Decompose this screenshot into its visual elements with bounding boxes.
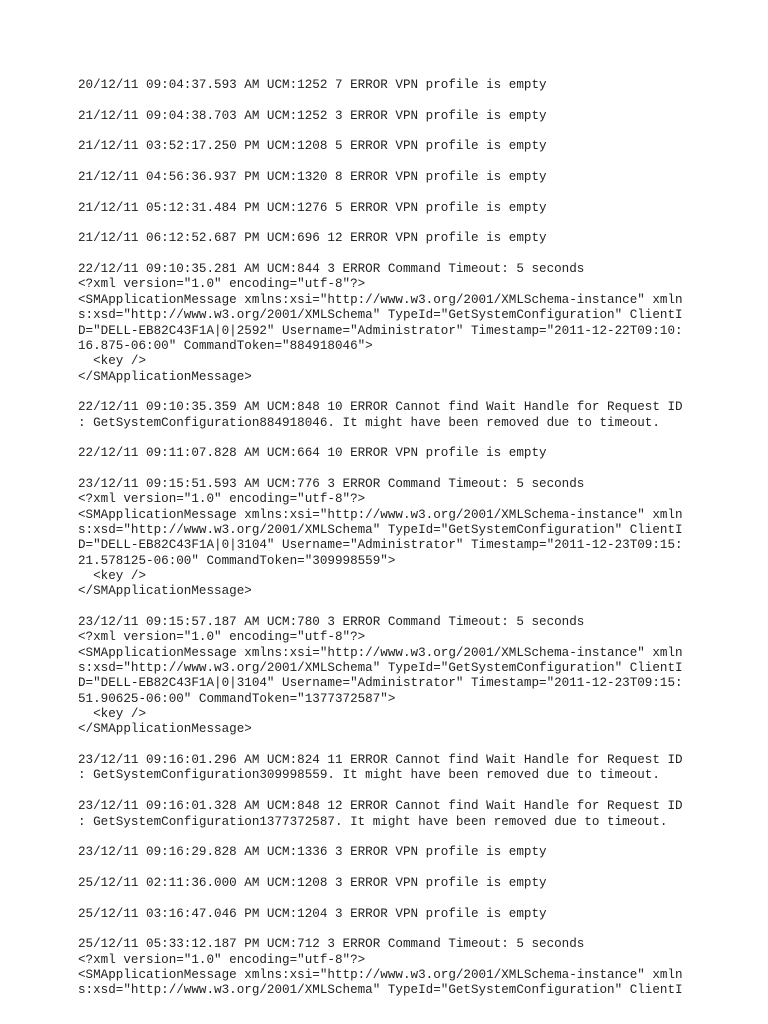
log-line: D="DELL-EB82C43F1A|0|3104" Username="Administrator" Timestamp="2011-12-23T09:15: — [78, 676, 683, 691]
log-line: 21/12/11 06:12:52.687 PM UCM:696 12 ERROR VPN profile is empty — [78, 231, 547, 246]
log-line: <SMApplicationMessage xmlns:xsi="http://www.w3.org/2001/XMLSchema-instance" xmln — [78, 645, 683, 660]
log-entry — [78, 109, 758, 124]
log-line: <SMApplicationMessage xmlns:xsi="http://www.w3.org/2001/XMLSchema-instance" xmln — [78, 507, 683, 522]
log-line: <SMApplicationMessage xmlns:xsi="http://www.w3.org/2001/XMLSchema-instance" xmln — [78, 292, 683, 307]
log-line: 25/12/11 02:11:36.000 AM UCM:1208 3 ERROR VPN profile is empty — [78, 875, 547, 890]
log-line: s:xsd="http://www.w3.org/2001/XMLSchema" TypeId="GetSystemConfiguration" ClientI — [78, 661, 683, 676]
log-document — [78, 78, 758, 1014]
log-line: <?xml version="1.0" encoding="utf-8"?> — [78, 492, 366, 507]
log-entry — [78, 907, 758, 922]
log-line: 25/12/11 05:33:12.187 PM UCM:712 3 ERROR Command Timeout: 5 seconds — [78, 937, 585, 952]
log-line: </SMApplicationMessage> — [78, 584, 252, 599]
log-entry — [78, 799, 758, 830]
log-entry — [78, 231, 758, 246]
log-line: <key /> — [78, 569, 147, 583]
log-line: 22/12/11 09:10:35.359 AM UCM:848 10 ERROR Cannot find Wait Handle for Request ID — [78, 400, 683, 415]
log-line: 21/12/11 03:52:17.250 PM UCM:1208 5 ERROR VPN profile is empty — [78, 139, 547, 154]
log-entry — [78, 170, 758, 185]
log-line: D="DELL-EB82C43F1A|0|2592" Username="Administrator" Timestamp="2011-12-22T09:10: — [78, 323, 683, 338]
log-entry — [78, 615, 758, 738]
log-entry — [78, 876, 758, 891]
log-line: 23/12/11 09:15:57.187 AM UCM:780 3 ERROR Command Timeout: 5 seconds — [78, 615, 585, 630]
log-entry — [78, 477, 758, 600]
log-line: 23/12/11 09:15:51.593 AM UCM:776 3 ERROR Command Timeout: 5 seconds — [78, 476, 585, 491]
log-line: s:xsd="http://www.w3.org/2001/XMLSchema" TypeId="GetSystemConfiguration" ClientI — [78, 522, 683, 537]
log-line: 51.90625-06:00" CommandToken="1377372587"> — [78, 691, 396, 706]
log-entry — [78, 262, 758, 385]
log-line: <SMApplicationMessage xmlns:xsi="http://www.w3.org/2001/XMLSchema-instance" xmln — [78, 967, 683, 982]
log-line: 22/12/11 09:10:35.281 AM UCM:844 3 ERROR Command Timeout: 5 seconds — [78, 262, 585, 277]
log-line: 25/12/11 03:16:47.046 PM UCM:1204 3 ERROR VPN profile is empty — [78, 906, 547, 921]
log-line: 20/12/11 09:04:37.593 AM UCM:1252 7 ERROR VPN profile is empty — [78, 78, 547, 92]
log-line: 16.875-06:00" CommandToken="884918046"> — [78, 338, 373, 353]
log-entry — [78, 937, 758, 998]
log-line: 23/12/11 09:16:01.296 AM UCM:824 11 ERROR Cannot find Wait Handle for Request ID — [78, 753, 683, 768]
log-line: : GetSystemConfiguration309998559. It might have been removed due to timeout. — [78, 768, 660, 783]
log-entry — [78, 78, 758, 93]
log-entry — [78, 446, 758, 461]
log-line: s:xsd="http://www.w3.org/2001/XMLSchema" TypeId="GetSystemConfiguration" ClientI — [78, 308, 683, 323]
log-entry — [78, 201, 758, 216]
log-line: 21/12/11 05:12:31.484 PM UCM:1276 5 ERROR VPN profile is empty — [78, 200, 547, 215]
log-line: 23/12/11 09:16:29.828 AM UCM:1336 3 ERROR VPN profile is empty — [78, 845, 547, 860]
log-line: D="DELL-EB82C43F1A|0|3104" Username="Administrator" Timestamp="2011-12-23T09:15: — [78, 538, 683, 553]
log-entry — [78, 400, 758, 431]
log-line: <?xml version="1.0" encoding="utf-8"?> — [78, 277, 366, 292]
log-line: </SMApplicationMessage> — [78, 369, 252, 384]
log-line: <?xml version="1.0" encoding="utf-8"?> — [78, 952, 366, 967]
log-line: 21.578125-06:00" CommandToken="309998559"> — [78, 553, 396, 568]
log-line: <key /> — [78, 707, 147, 722]
log-entry — [78, 139, 758, 154]
log-line: s:xsd="http://www.w3.org/2001/XMLSchema" TypeId="GetSystemConfiguration" ClientI — [78, 983, 683, 998]
log-line: 21/12/11 09:04:38.703 AM UCM:1252 3 ERROR VPN profile is empty — [78, 108, 547, 123]
log-line: 22/12/11 09:11:07.828 AM UCM:664 10 ERROR VPN profile is empty — [78, 446, 547, 461]
log-line: 23/12/11 09:16:01.328 AM UCM:848 12 ERROR Cannot find Wait Handle for Request ID — [78, 799, 683, 814]
log-line: : GetSystemConfiguration884918046. It might have been removed due to timeout. — [78, 415, 660, 430]
log-line: : GetSystemConfiguration1377372587. It might have been removed due to timeout. — [78, 814, 668, 829]
log-line: <?xml version="1.0" encoding="utf-8"?> — [78, 630, 366, 645]
log-line: <key /> — [78, 354, 147, 369]
log-entry — [78, 845, 758, 860]
log-line: 21/12/11 04:56:36.937 PM UCM:1320 8 ERROR VPN profile is empty — [78, 170, 547, 185]
log-line: </SMApplicationMessage> — [78, 722, 252, 737]
log-entry — [78, 753, 758, 784]
